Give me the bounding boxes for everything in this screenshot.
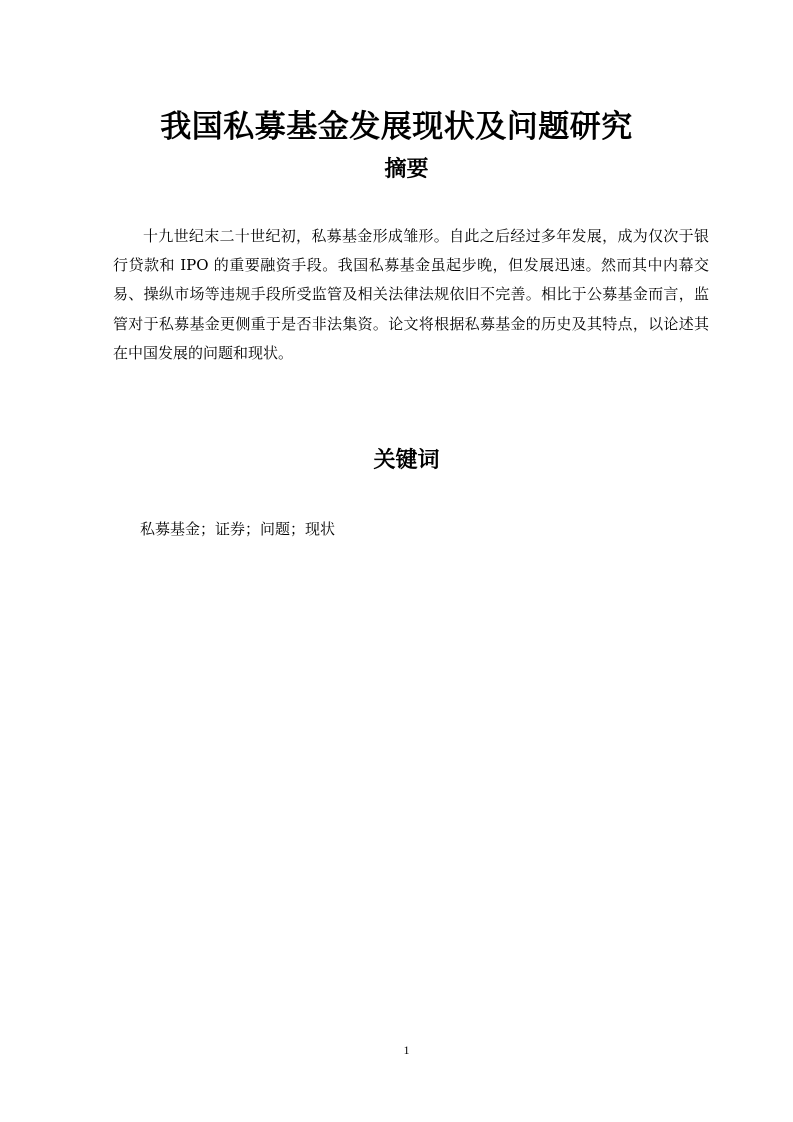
abstract-heading: 摘要: [384, 157, 429, 182]
document-title: 我国私募基金发展现状及问题研究: [160, 109, 633, 145]
page-number: 1: [403, 1043, 410, 1057]
keywords-list: 私募基金；证券；问题；现状: [140, 520, 336, 538]
abstract-paragraph: 十九世纪末二十世纪初，私募基金形成雏形。自此之后经过多年发展，成为仅次于银行贷款和 IPO 的重要融资手段。我国私募基金虽起步晚，但发展迅速。然而其中内幕交易、操纵市场等违规手段所受监管及相关法律法规依旧不完善。相比于公募基金而言，监管对于私募基金更侧重于是否非法集资。论文将根据私募基金的历史及其特点，以论述其在中国发展的问题和现状。: [113, 227, 709, 362]
keywords-heading: 关键词: [373, 448, 440, 473]
